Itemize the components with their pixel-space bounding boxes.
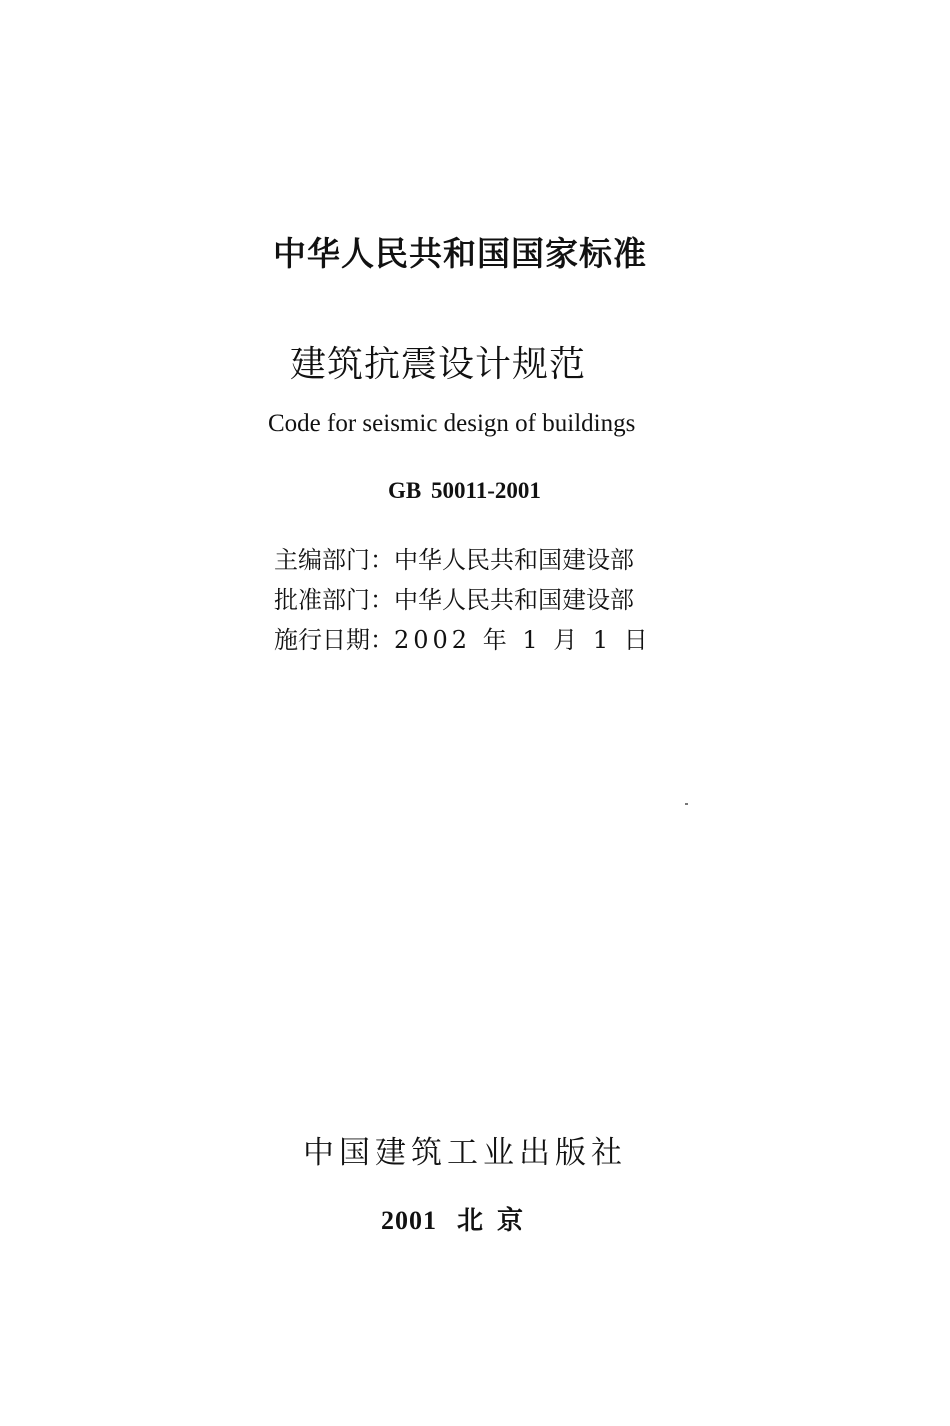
publication-city: 北京 — [457, 1206, 538, 1235]
effective-date-label: 施行日期： — [274, 626, 394, 654]
standard-heading: 中华人民共和国国家标准 — [273, 234, 647, 273]
editor-department-label: 主编部门： — [274, 546, 394, 574]
approval-department-row — [274, 580, 634, 615]
standard-code: GB 50011-2001 — [388, 478, 541, 503]
publisher-name: 中国建筑工业出版社 — [303, 1135, 627, 1171]
editor-department-row — [274, 540, 634, 575]
effective-date-row — [274, 620, 652, 655]
title-chinese: 建筑抗震设计规范 — [290, 344, 587, 385]
scan-speck — [685, 803, 688, 805]
approval-department-label: 批准部门： — [274, 586, 394, 614]
effective-date-value: 2002 年 1 月 1 日 — [394, 626, 652, 654]
title-english: Code for seismic design of buildings — [268, 410, 636, 437]
editor-department-value: 中华人民共和国建设部 — [394, 546, 634, 574]
publication-place — [381, 1200, 537, 1237]
approval-department-value: 中华人民共和国建设部 — [394, 586, 634, 614]
publication-year: 2001 — [381, 1206, 437, 1235]
